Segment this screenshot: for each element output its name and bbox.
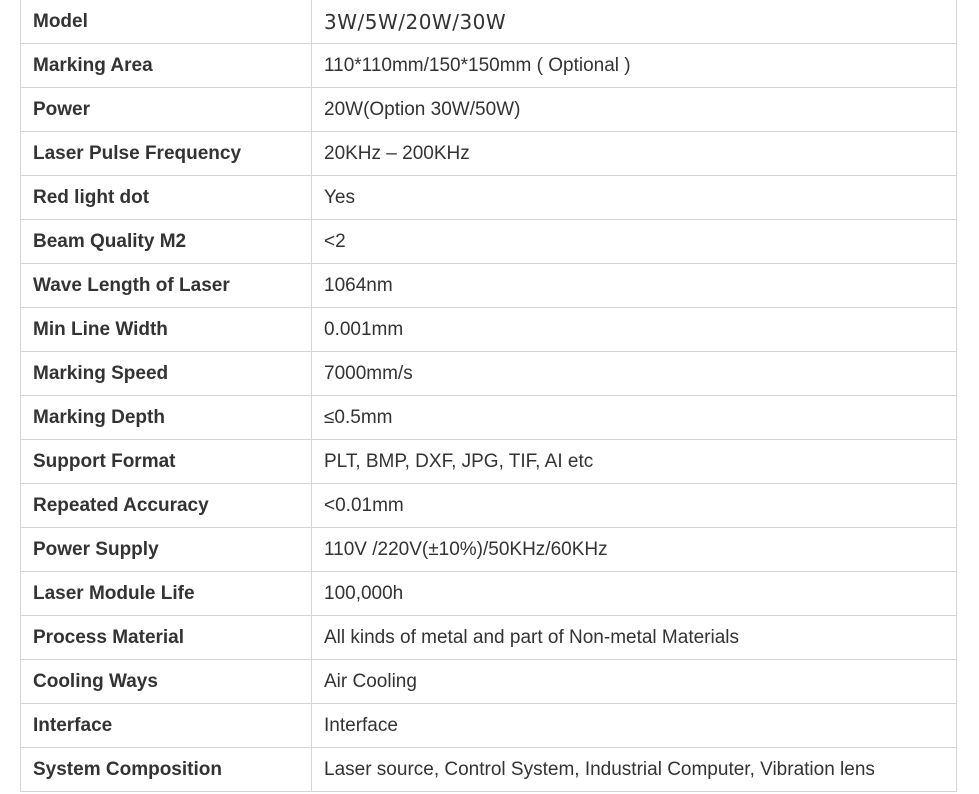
row-label: Marking Speed: [21, 352, 312, 396]
table-row: [21, 484, 957, 528]
table-row: [21, 572, 957, 616]
table-row: [21, 616, 957, 660]
table-row: [21, 176, 957, 220]
table-row: [21, 440, 957, 484]
row-value: 0.001mm: [312, 308, 957, 352]
table-row: [21, 220, 957, 264]
table-row: [21, 748, 957, 792]
row-label: Laser Module Life: [21, 572, 312, 616]
row-value: Air Cooling: [312, 660, 957, 704]
row-value: All kinds of metal and part of Non-metal Materials: [312, 616, 957, 660]
row-value: Interface: [312, 704, 957, 748]
table-row: [21, 704, 957, 748]
row-label: Model: [21, 0, 312, 44]
row-label: Interface: [21, 704, 312, 748]
row-label: Beam Quality M2: [21, 220, 312, 264]
row-value: PLT, BMP, DXF, JPG, TIF, AI etc: [312, 440, 957, 484]
row-label: Process Material: [21, 616, 312, 660]
row-value: Yes: [312, 176, 957, 220]
spec-table: [20, 0, 957, 792]
row-value: <0.01mm: [312, 484, 957, 528]
row-label: Power Supply: [21, 528, 312, 572]
row-label: Power: [21, 88, 312, 132]
row-value: Laser source, Control System, Industrial Computer, Vibration lens: [312, 748, 957, 792]
row-label: Marking Depth: [21, 396, 312, 440]
row-label: Red light dot: [21, 176, 312, 220]
table-row: [21, 396, 957, 440]
row-label: Cooling Ways: [21, 660, 312, 704]
table-row: [21, 660, 957, 704]
row-value: 7000mm/s: [312, 352, 957, 396]
row-value: 110*110mm/150*150mm ( Optional ): [312, 44, 957, 88]
row-label: Support Format: [21, 440, 312, 484]
table-row: [21, 0, 957, 44]
row-value: 20KHz – 200KHz: [312, 132, 957, 176]
table-row: [21, 528, 957, 572]
row-value: 110V /220V(±10%)/50KHz/60KHz: [312, 528, 957, 572]
row-label: System Composition: [21, 748, 312, 792]
row-label: Marking Area: [21, 44, 312, 88]
table-row: [21, 264, 957, 308]
table-row: [21, 308, 957, 352]
row-value: <2: [312, 220, 957, 264]
table-row: [21, 88, 957, 132]
row-label: Wave Length of Laser: [21, 264, 312, 308]
row-value: 20W(Option 30W/50W): [312, 88, 957, 132]
table-row: [21, 352, 957, 396]
row-value: 3W/5W/20W/30W: [312, 0, 957, 44]
row-value: 1064nm: [312, 264, 957, 308]
row-label: Repeated Accuracy: [21, 484, 312, 528]
row-label: Laser Pulse Frequency: [21, 132, 312, 176]
table-row: [21, 132, 957, 176]
row-value: ≤0.5mm: [312, 396, 957, 440]
table-row: [21, 44, 957, 88]
row-label: Min Line Width: [21, 308, 312, 352]
row-value: 100,000h: [312, 572, 957, 616]
